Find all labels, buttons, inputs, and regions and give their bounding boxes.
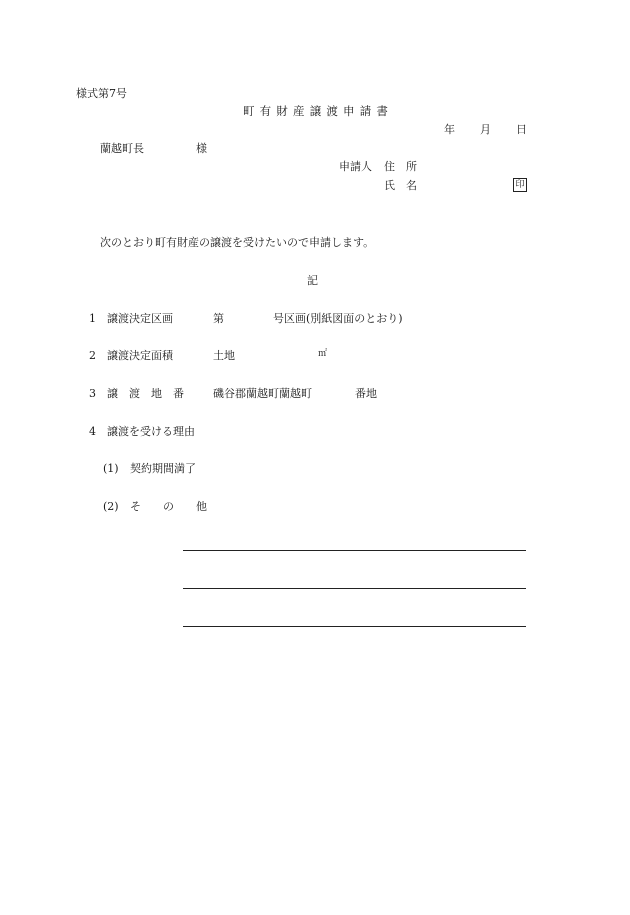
item-2-value-a: 土地 — [213, 349, 235, 362]
seal-mark — [513, 178, 527, 192]
item-3-value-a: 磯谷郡蘭越町蘭越町 — [213, 387, 312, 400]
item-1-label: 譲渡決定区画 — [107, 312, 173, 325]
date-month-label: 月 — [480, 123, 491, 136]
reason-2-label: そ の 他 — [130, 500, 207, 513]
item-2-label: 譲渡決定面積 — [107, 349, 173, 362]
date-day-label: 日 — [516, 123, 527, 136]
item-1-number: 1 — [89, 312, 96, 325]
reason-2-number: (2) — [103, 500, 119, 513]
writing-line-3 — [183, 626, 526, 627]
item-1-value-a: 第 — [213, 312, 224, 325]
reason-1-number: (1) — [103, 462, 119, 475]
date-year-label: 年 — [444, 123, 455, 136]
item-4-number: 4 — [89, 425, 96, 438]
document-title: 町有財産譲渡申請書 — [243, 104, 394, 118]
item-3-value-b: 番地 — [355, 387, 377, 400]
item-3-label: 譲 渡 地 番 — [107, 387, 184, 400]
item-2-value-b: ㎡ — [318, 349, 328, 359]
seal-text: 印 — [513, 178, 527, 192]
item-1-value-b: 号区画(別紙図面のとおり) — [273, 312, 403, 325]
applicant-name-label: 氏 名 — [384, 179, 417, 192]
item-2-number: 2 — [89, 349, 96, 362]
item-3-number: 3 — [89, 387, 96, 400]
intro-sentence: 次のとおり町有財産の譲渡を受けたいので申請します。 — [100, 236, 375, 249]
addressee-name: 蘭越町長 — [100, 142, 144, 155]
reason-1-label: 契約期間満了 — [130, 462, 196, 475]
applicant-address-label: 住 所 — [384, 160, 417, 173]
writing-line-1 — [183, 550, 526, 551]
form-number: 様式第7号 — [76, 87, 127, 100]
ki-heading: 記 — [307, 274, 318, 287]
addressee-honorific: 様 — [196, 142, 207, 155]
writing-line-2 — [183, 588, 526, 589]
applicant-label: 申請人 — [339, 160, 372, 173]
item-4-label: 譲渡を受ける理由 — [107, 425, 195, 438]
